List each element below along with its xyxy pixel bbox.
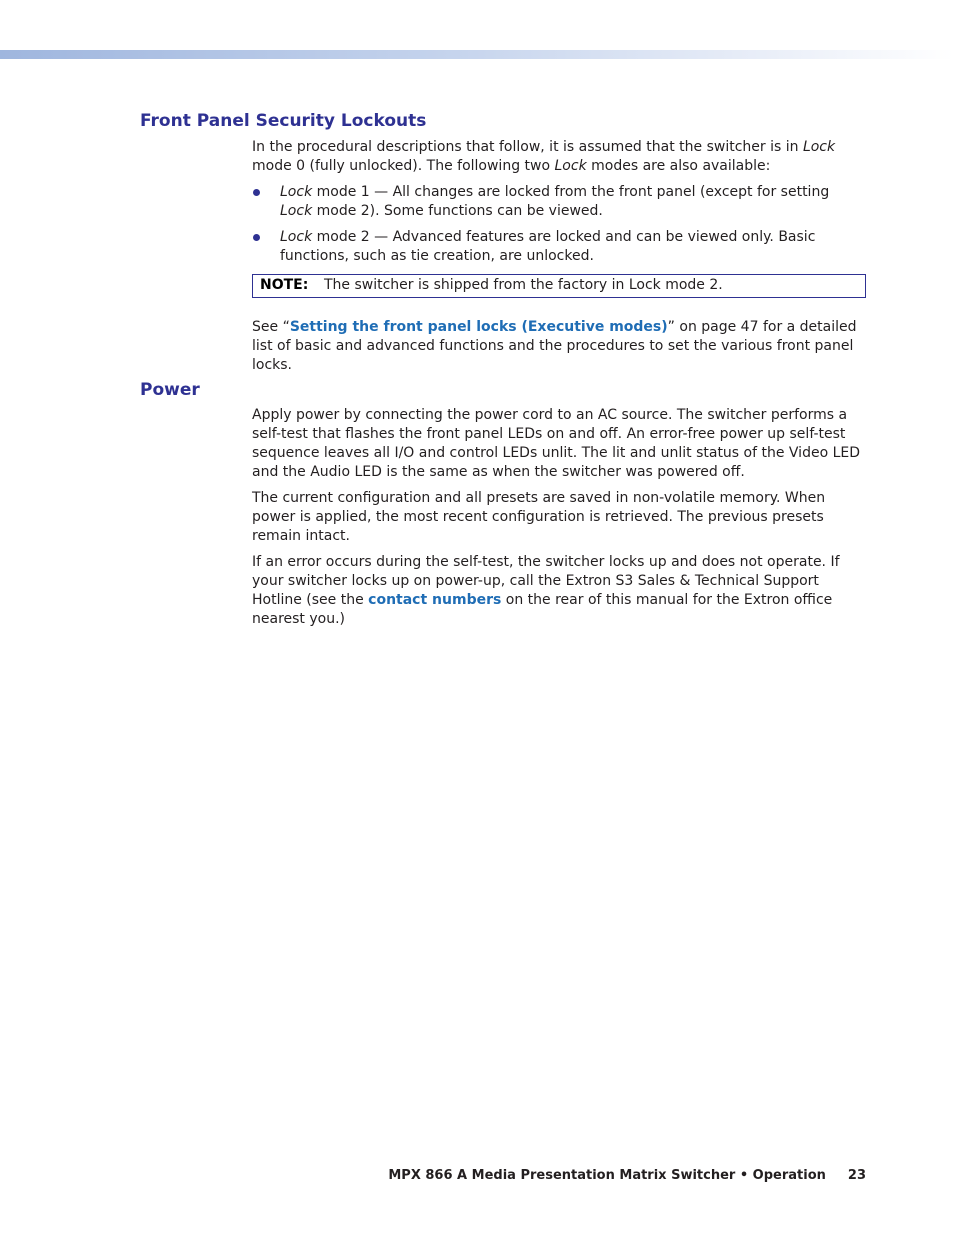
lockouts-intro: In the procedural descriptions that follow, it is assumed that the switcher is in Lock mode 0 (fully unlocked). The following two Lock modes are also available: (252, 139, 836, 174)
header-gradient-bar (0, 50, 954, 59)
power-paragraph-1: Apply power by connecting the power cord to an AC source. The switcher performs a self-test that flashes the front panel LEDs on and off. An error-free power up self-test sequence leaves all I/O and control LEDs unlit. The lit and unlit status of the Video LED and the Audio LED is the same as when the switcher was powered off. (252, 407, 861, 480)
list-item-lock-mode-1: Lock mode 1 — All changes are locked from the front panel (except for setting Lock mode 2). Some functions can be viewed. (252, 183, 864, 221)
page-number: 23 (847, 1168, 866, 1183)
page-footer (388, 1167, 866, 1185)
list-item-lock-mode-2: Lock mode 2 — Advanced features are locked and can be viewed only. Basic functions, such as tie creation, are unlocked. (252, 228, 864, 266)
note-box (252, 274, 866, 298)
bullet-icon (253, 234, 260, 241)
bullet-icon (253, 189, 260, 196)
heading-front-panel-security-lockouts: Front Panel Security Lockouts (140, 111, 427, 131)
note-label: NOTE: (260, 277, 309, 293)
power-paragraph-3: If an error occurs during the self-test, the switcher locks up and does not operate. If your switcher locks up on power-up, call the Extron S3 Sales & Technical Support Hotline (see the contact numbers on the rear of this manual for the Extron office nearest you.) (252, 554, 840, 627)
link-setting-front-panel-locks[interactable]: Setting the front panel locks (Executive modes) (289, 319, 668, 335)
see-reference-paragraph: See “Setting the front panel locks (Executive modes)” on page 47 for a detailed list of basic and advanced functions and the procedures to set the various front panel locks. (252, 319, 857, 373)
power-paragraph-2: The current configuration and all presets are saved in non-volatile memory. When power is applied, the most recent configuration is retrieved. The previous presets remain intact. (252, 490, 826, 544)
lock-modes-list (252, 183, 864, 266)
power-body (252, 406, 864, 629)
footer-title: MPX 866 A Media Presentation Matrix Switcher • Operation (388, 1168, 826, 1183)
note-text: The switcher is shipped from the factory in Lock mode 2. (324, 277, 723, 293)
see-reference (252, 318, 864, 375)
heading-power: Power (140, 380, 200, 400)
lockouts-body (252, 138, 864, 273)
link-contact-numbers[interactable]: contact numbers (368, 592, 502, 608)
